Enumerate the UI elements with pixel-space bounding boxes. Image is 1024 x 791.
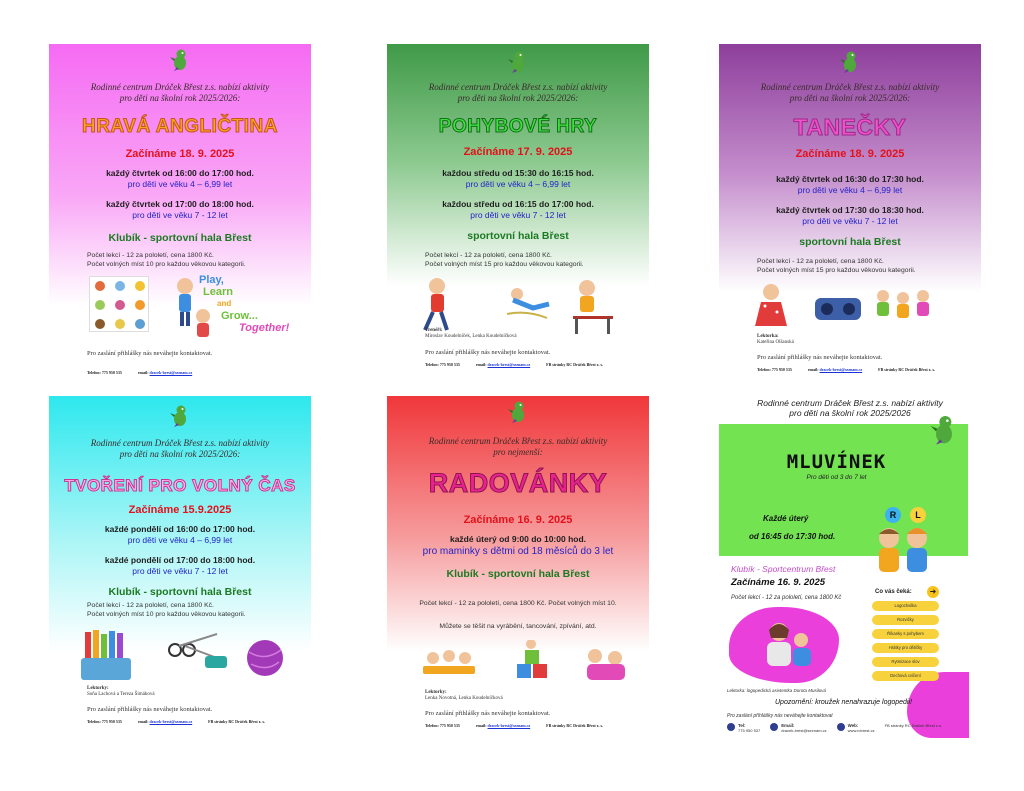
contact-prompt: Pro zaslání přihlášky nás neváhejte kontaktovat.	[757, 354, 883, 361]
start-date: Začínáme 18. 9. 2025	[795, 148, 905, 160]
dancing-kids-image	[743, 280, 953, 336]
venue: Klubík - sportovní hala Břest	[446, 568, 590, 580]
schedule-1: každé pondělí od 16:00 do 17:00 hod.	[104, 524, 256, 534]
venue: sportovní hala Břest	[799, 236, 901, 248]
phone: Telefon: 775 950 535	[87, 370, 122, 375]
venue: Klubík - sportovní hala Břest	[108, 232, 252, 244]
lesson-info: Počet lekcí - 12 za pololetí, cena 1800 Kč. Počet volných míst 10.	[419, 600, 617, 607]
schedule-1: každou středu od 15:30 do 16:15 hod.	[442, 168, 594, 178]
dragon-logo-icon	[169, 404, 191, 428]
email-icon	[770, 723, 778, 731]
schedule-2: každé pondělí od 17:00 do 18:00 hod.	[104, 555, 256, 565]
notice: Upozornění: kroužek nenahrazuje logopedii!	[775, 699, 912, 706]
facebook-page: FB stránky RC Dráček Břest z. s.	[546, 362, 604, 367]
activity-list	[872, 601, 939, 685]
web-icon	[837, 723, 845, 731]
lesson-info: Počet lekcí - 12 za pololetí, cena 1800 Kč. Počet volných míst 15 pro každou věkovou kategorii.	[425, 252, 584, 268]
email-line: email: dracek-brest@seznam.cz	[475, 723, 531, 728]
schedule-1: každý čtvrtek od 16:30 do 17:30 hod.	[776, 174, 924, 184]
activity-title: POHYBOVÉ HRY	[438, 116, 598, 137]
venue: Klubík - Sportcentrum Břest	[731, 564, 836, 574]
email-line: email: dracek-brest@seznam.cz	[807, 367, 863, 372]
intro-text: Rodinné centrum Dráček Břest z.s. nabízí aktivity pro děti na školní rok 2025/2026:	[760, 82, 940, 103]
dragon-logo-icon	[169, 48, 191, 72]
activities-note: Můžete se těšit na vyrábění, tancování, zpívání, atd.	[439, 623, 597, 630]
flyer-movement-games	[387, 44, 649, 380]
weekday: Každé úterý	[763, 514, 809, 523]
craft-supplies-image	[77, 628, 297, 686]
intro-text: Rodinné centrum Dráček Břest z.s. nabízí aktivity pro děti na školní rok 2025/2026	[757, 398, 943, 418]
start-date: Začínáme 18. 9. 2025	[125, 148, 235, 160]
email-line: email: dracek-brest@seznam.cz	[137, 370, 193, 375]
phone: Telefon: 775 950 535	[87, 719, 122, 724]
age-group-2: pro děti ve věku 7 - 12 let	[132, 566, 228, 576]
list-item: Rytmizace slov	[872, 657, 939, 667]
footer	[87, 370, 301, 375]
age-group-1: pro děti ve věku 4 – 6,99 let	[465, 179, 571, 189]
footer	[87, 719, 301, 724]
flyer-dances	[719, 44, 981, 380]
phone: Telefon: 775 950 535	[425, 362, 460, 367]
list-item: Hrátky pro dětičky	[872, 643, 939, 653]
mother-child-image	[757, 618, 821, 670]
activity-title: TVOŘENÍ PRO VOLNÝ ČAS	[64, 476, 296, 495]
activity-title: RADOVÁNKY	[428, 468, 608, 498]
facebook-page: FB stránky RC Dráček Břest z. s.	[878, 367, 936, 372]
schedule-2: každý čtvrtek od 17:00 do 18:00 hod.	[106, 199, 254, 209]
dragon-logo-icon	[507, 400, 529, 424]
talking-kids-image	[871, 524, 937, 582]
schedule-1: každý čtvrtek od 16:00 do 17:00 hod.	[106, 168, 254, 178]
lesson-info: Počet lekcí - 12 za pololetí, cena 1800 Kč	[731, 595, 842, 601]
email-link[interactable]: dracek-brest@seznam.cz	[149, 719, 193, 724]
age-group-1: pro děti ve věku 4 – 6,99 let	[127, 535, 233, 545]
list-item: Rozvičky	[872, 615, 939, 625]
contact-prompt: Pro zaslání přihlášky nás neváhejte kontaktovat.	[425, 710, 551, 717]
start-date: Začínáme 16. 9. 2025	[731, 577, 826, 588]
dragon-logo-icon	[929, 414, 959, 446]
schedule-2: každou středu od 16:15 do 17:00 hod.	[442, 199, 594, 209]
email-link[interactable]: dracek-brest@seznam.cz	[487, 723, 531, 728]
start-date: Začínáme 15.9.2025	[128, 504, 232, 516]
age-group-2: pro děti ve věku 7 - 12 let	[132, 210, 228, 220]
time: od 16:45 do 17:30 hod.	[749, 532, 836, 541]
activity-title: MLUVÍNEK	[786, 451, 887, 473]
lecturers: Lektorky: Soňa Lachová a Tereza Šimáková	[87, 686, 155, 697]
play-learn-grow-image	[169, 272, 290, 344]
phone: Telefon: 775 950 535	[425, 723, 460, 728]
flyer-radovanky	[387, 396, 649, 732]
list-item: Říkanky s pohybem	[872, 629, 939, 639]
lecturer: Lektorka: logopedická asistentka Dorota Musilová	[727, 688, 827, 693]
play-learn-grow-text: Play, Learn and Grow... Together!	[199, 274, 290, 334]
email-link[interactable]: dracek-brest@seznam.cz	[149, 370, 193, 375]
flyer-english	[49, 44, 311, 380]
email-link[interactable]: dracek-brest@seznam.cz	[487, 362, 531, 367]
activity-title: HRAVÁ ANGLIČTINA	[82, 116, 278, 137]
lesson-info: Počet lekcí - 12 za pololetí, cena 1800 Kč. Počet volných míst 10 pro každou věkovou kategorii.	[87, 602, 246, 618]
phone: Telefon: 775 950 535	[757, 367, 792, 372]
activity-cards-image	[89, 276, 149, 332]
footer	[425, 723, 639, 728]
email-link[interactable]: dracek-brest@seznam.cz	[819, 367, 863, 372]
dragon-logo-icon	[507, 50, 529, 74]
email-line: email: dracek-brest@seznam.cz	[137, 719, 193, 724]
lesson-info: Počet lekcí - 12 za pololetí, cena 1800 Kč. Počet volných míst 15 pro každou věkovou kategorii.	[757, 258, 916, 274]
venue: sportovní hala Břest	[467, 230, 569, 242]
footer	[425, 362, 639, 367]
start-date: Začínáme 17. 9. 2025	[463, 146, 573, 158]
flyer-crafts	[49, 396, 311, 732]
arrow-right-icon: ➜	[927, 586, 939, 598]
contact-prompt: Pro zaslání přihlášky nás neváhejte kontaktovat.	[87, 350, 213, 357]
start-date: Začínáme 16. 9. 2025	[463, 514, 573, 526]
list-item: Dechová cvičení	[872, 671, 939, 681]
contact-prompt: Pro zaslání přihlášky nás neváhejte kontaktovat.	[87, 706, 213, 713]
age-group-1: pro maminky s dětmi od 18 měsíců do 3 let	[422, 546, 614, 557]
lecturers: Lektorky: Lenka Novotná, Lenka Koudelníčková	[425, 690, 503, 701]
activity-title: TANEČKY	[793, 114, 907, 140]
intro-text: Rodinné centrum Dráček Břest z.s. nabízí aktivity pro děti na školní rok 2025/2026:	[428, 82, 608, 103]
intro-text: Rodinné centrum Dráček Břest z.s. nabízí aktivity pro děti na školní rok 2025/2026:	[90, 438, 270, 459]
email[interactable]: Email: dracek-brest@seznam.cz	[770, 723, 826, 733]
intro-text: Rodinné centrum Dráček Břest z.s. nabízí aktivity pro děti na školní rok 2025/2026:	[90, 82, 270, 103]
email-line: email: dracek-brest@seznam.cz	[475, 362, 531, 367]
facebook-page: FB stránky RC Dráček Břest z. s.	[208, 719, 266, 724]
toddlers-playing-image	[419, 640, 633, 688]
facebook-page: FB stránky RC Dráček Břest z.s.	[884, 723, 943, 728]
phone-icon	[727, 723, 735, 731]
flyer-mluvinek	[719, 396, 981, 738]
age-group-2: pro děti ve věku 7 - 12 let	[802, 216, 898, 226]
footer	[757, 367, 971, 372]
list-item: Logochvilka	[872, 601, 939, 611]
age-group-1: pro děti ve věku 4 – 6,99 let	[797, 185, 903, 195]
age-group-1: pro děti ve věku 4 – 6,99 let	[127, 179, 233, 189]
dragon-logo-icon	[839, 50, 861, 74]
phone: Tel: 775 950 537	[727, 723, 760, 733]
venue: Klubík - sportovní hala Břest	[108, 586, 252, 598]
age-range: Pro děti od 3 do 7 let	[806, 474, 867, 481]
contact-prompt: Pro zaslání přihlášky nás neváhejte kontaktovat	[727, 713, 833, 719]
intro-text: Rodinné centrum Dráček Břest z.s. nabízí aktivity pro nejmenší:	[428, 436, 608, 457]
footer	[727, 723, 967, 733]
letter-l-bubble: L	[910, 507, 926, 523]
contact-prompt: Pro zaslání přihlášky nás neváhejte kontaktovat.	[425, 349, 551, 356]
what-awaits-title: Co vás čeká:	[875, 589, 912, 595]
schedule-1: každé úterý od 9:00 do 10:00 hod.	[449, 534, 587, 544]
letter-r-bubble: R	[885, 507, 901, 523]
lecturers: Lektorka: Kateřina Olšanská	[757, 334, 794, 345]
website[interactable]: Web: www.rcbrest.cz	[837, 723, 875, 733]
facebook-page: FB stránky RC Dráček Břest z. s.	[546, 723, 604, 728]
age-group-2: pro děti ve věku 7 - 12 let	[470, 210, 566, 220]
schedule-2: každý čtvrtek od 17:30 do 18:30 hod.	[776, 205, 924, 215]
lesson-info: Počet lekcí - 12 za pololetí, cena 1800 Kč. Počet volných míst 10 pro každou věkovou kategorii.	[87, 252, 246, 268]
lecturers: Trenéři: Miroslav Koudelníček, Lenka Koudelníčková	[425, 328, 517, 339]
